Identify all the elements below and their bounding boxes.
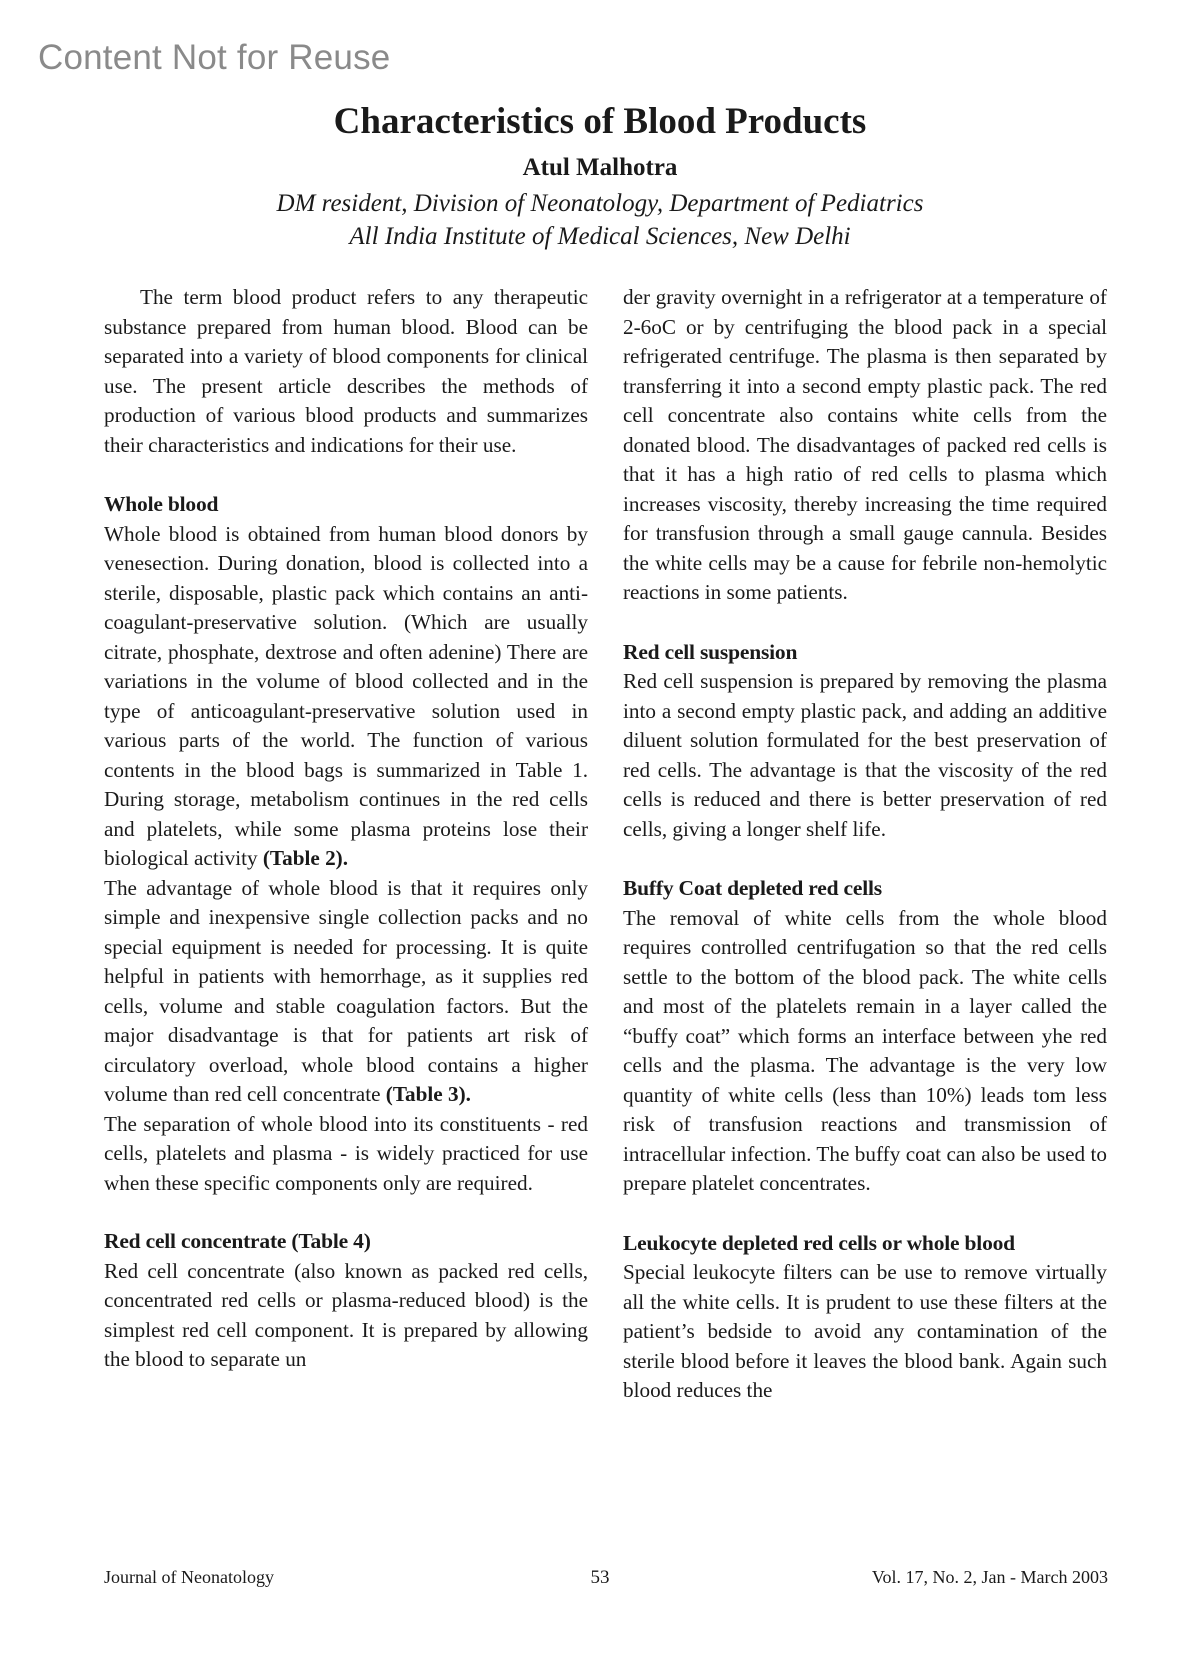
heading-whole-blood: Whole blood bbox=[104, 492, 219, 516]
leukocyte-paragraph: Special leukocyte filters can be use to remove virtually all the white cells. It is prudent to use these filters at the patient’s bedside to avoid any contamination of the sterile blood before it leaves the blood bank. Again such blood reduces the bbox=[623, 1260, 1107, 1402]
watermark: Content Not for Reuse bbox=[38, 38, 391, 77]
red-cell-suspension-paragraph: Red cell suspension is prepared by removing the plasma into a second empty plastic pack, and adding an additive diluent solution formulated for the best preservation of red cells. The advantage is that the viscosity of the red cells is reduced and there is better preservation of red cells, giving a longer shelf life. bbox=[623, 669, 1107, 841]
buffy-coat-paragraph: The removal of white cells from the whole blood requires controlled centrifugation so that the red cells settle to the bottom of the blood pack. The white cells and most of the platelets remain in a layer called the “buffy coat” which forms an interface between yhe red cells and the plasma. The advantage is the very low quantity of white cells (less than 10%) leads tom less risk of transfusion reactions and transmission of intracellular infection. The buffy coat can also be used to prepare platelet concentrates. bbox=[623, 905, 1107, 1195]
whole-blood-text-1: Whole blood is obtained from human blood donors by venesection. During donation, blood is collected into a sterile, disposable, plastic pack which contains an anti-coagulant-preservative solution. (Which are usually citrate, phosphate, dextrose and often adenine) There are variations in the volume of blood collected and in the type of anticoagulant-preservative solution used in various parts of the world. The function of various contents in the blood bags is summarized in Table 1. During storage, metabolism continues in the red cells and platelets, while some plasma proteins lose their biological activity bbox=[104, 521, 588, 870]
right-column bbox=[623, 283, 1107, 1406]
article-title: Characteristics of Blood Products bbox=[333, 101, 867, 142]
affiliation-line-2: All India Institute of Medical Sciences, New Delhi bbox=[349, 223, 851, 250]
left-column bbox=[104, 283, 588, 1375]
red-cell-concentrate-paragraph: Red cell concentrate (also known as packed red cells, concentrated red cells or plasma-reduced blood) is the simplest red cell component. It is prepared by allowing the blood to separate un bbox=[104, 1258, 588, 1371]
heading-red-cell-suspension: Red cell suspension bbox=[623, 639, 798, 664]
table-3-reference: (Table 3). bbox=[385, 1082, 471, 1106]
affiliation-line-1: DM resident, Division of Neonatology, Department of Pediatrics bbox=[276, 190, 924, 217]
footer-page-number: 53 bbox=[590, 1567, 610, 1588]
continuation-paragraph: der gravity overnight in a refrigerator at a temperature of 2-6oC or by centrifuging the blood pack in a special refrigerated centrifuge. The plasma is then separated by transferring it into a second empty plastic pack. The red cell concentrate also contains white cells from the donated blood. The disadvantages of packed red cells is that it has a high ratio of red cells to plasma which increases viscosity, thereby increasing the time required for transfusion through a small gauge cannula. Besides the white cells may be a cause for febrile non-hemolytic reactions in some patients. bbox=[623, 285, 1107, 604]
table-2-reference: (Table 2). bbox=[262, 846, 349, 870]
intro-paragraph: The term blood product refers to any therapeutic substance prepared from human blood. Blood can be separated into a variety of blood components for clinical use. The present article describes the methods of production of various blood products and summarizes their characteristics and indications for their use. bbox=[104, 285, 588, 457]
footer-volume: Vol. 17, No. 2, Jan - March 2003 bbox=[871, 1567, 1108, 1587]
whole-blood-text-2: The advantage of whole blood is that it requires only simple and inexpensive single collection packs and no special equipment is needed for processing. It is quite helpful in patients with hemorrhage, as it supplies red cells, volume and stable coagulation factors. But the major disadvantage is that for patients art risk of circulatory overload, whole blood contains a higher volume than red cell concentrate bbox=[104, 875, 588, 1106]
heading-leukocyte-depleted: Leukocyte depleted red cells or whole blood bbox=[623, 1230, 1015, 1255]
heading-buffy-coat: Buffy Coat depleted red cells bbox=[623, 876, 882, 900]
whole-blood-paragraph-1 bbox=[104, 520, 588, 874]
footer-journal-name: Journal of Neonatology bbox=[104, 1567, 274, 1587]
whole-blood-paragraph-2 bbox=[104, 874, 588, 1110]
author-name: Atul Malhotra bbox=[522, 154, 678, 181]
whole-blood-paragraph-3: The separation of whole blood into its constituents - red cells, platelets and plasma - is widely practiced for use when these specific components only are required. bbox=[104, 1111, 588, 1195]
heading-red-cell-concentrate: Red cell concentrate (Table 4) bbox=[104, 1229, 371, 1253]
